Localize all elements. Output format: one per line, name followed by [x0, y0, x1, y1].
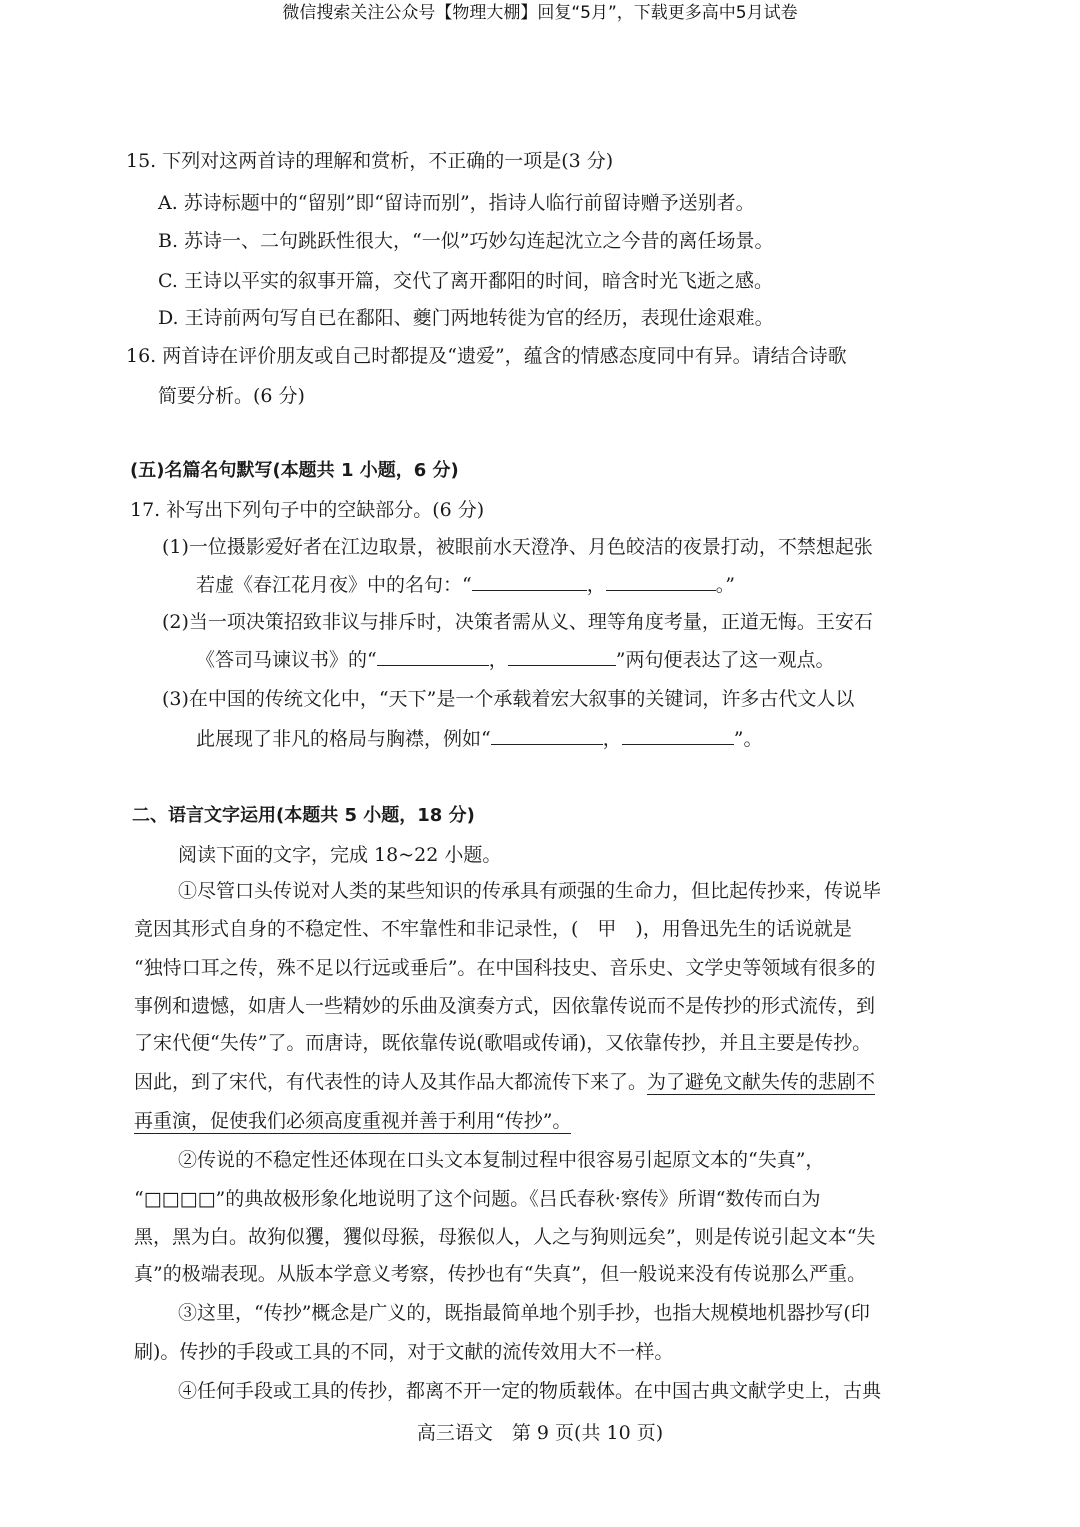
- paragraph-1-line-3: “独恃口耳之传，殊不足以行远或垂后”。在中国科技史、音乐史、文学史等领域有很多的: [134, 957, 876, 979]
- question-15-option-b: B. 苏诗一、二句跳跃性很大，“一似”巧妙勾连起沈立之今昔的离任场景。: [158, 230, 774, 252]
- paragraph-1-line-6: [134, 1069, 875, 1095]
- paragraph-3-line-2: 刷)。传抄的手段或工具的不同，对于文献的流传效用大不一样。: [134, 1341, 674, 1363]
- question-17-part-1-line-1: (1)一位摄影爱好者在江边取景，被眼前水天澄净、月色皎洁的夜景打动，不禁想起张: [162, 536, 873, 558]
- paragraph-2-line-3: 黑，黑为白。故狗似玃，玃似母猴，母猴似人，人之与狗则远矣”，则是传说引起文本“失: [134, 1226, 876, 1248]
- question-17-part-1-prefix: 若虚《春江花月夜》中的名句：“: [196, 574, 472, 596]
- answer-blank-4[interactable]: [508, 647, 616, 666]
- blank-separator: ，: [488, 649, 508, 671]
- paragraph-1-line-4: 事例和遗憾，如唐人一些精妙的乐曲及演奏方式，因依靠传说而不是传抄的形式流传，到: [134, 995, 876, 1017]
- question-17-part-2-suffix: ”两句便表达了这一观点。: [615, 649, 835, 671]
- question-17-stem: 17. 补写出下列句子中的空缺部分。(6 分): [130, 499, 485, 521]
- paragraph-3-line-1: ③这里，“传抄”概念是广义的，既指最简单地个别手抄，也指大规模地机器抄写(印: [178, 1302, 870, 1324]
- paragraph-1-line-7: [134, 1108, 571, 1134]
- paragraph-4-line-1: ④任何手段或工具的传抄，都离不开一定的物质载体。在中国古典文献学史上，古典: [178, 1380, 882, 1402]
- page-footer: 高三语文 第 9 页(共 10 页): [416, 1422, 664, 1444]
- question-17-part-2-line-1: (2)当一项决策招致非议与排斥时，决策者需从义、理等角度考量，正道无悔。王安石: [162, 611, 873, 633]
- paragraph-1-line-6-text: 因此，到了宋代，有代表性的诗人及其作品大都流传下来了。: [134, 1071, 648, 1093]
- underlined-sentence-part-2: 再重演，促使我们必须高度重视并善于利用“传抄”。: [134, 1110, 572, 1132]
- paragraph-1-line-1: ①尽管口头传说对人类的某些知识的传承具有顽强的生命力，但比起传抄来，传说毕: [178, 880, 882, 902]
- underlined-sentence-part-1: 为了避免文献失传的悲剧不: [647, 1071, 876, 1093]
- section-5-heading: (五)名篇名句默写(本题共 1 小题，6 分): [130, 460, 459, 481]
- question-16-line-2: 简要分析。(6 分): [158, 385, 305, 407]
- question-17-part-3-prefix: 此展现了非凡的格局与胸襟，例如“: [196, 728, 491, 750]
- question-15-option-c: C. 王诗以平实的叙事开篇，交代了离开鄱阳的时间，暗含时光飞逝之感。: [158, 270, 773, 292]
- answer-blank-6[interactable]: [622, 726, 734, 745]
- question-16-line-1: 16. 两首诗在评价朋友或自己时都提及“遗爱”，蕴含的情感态度同中有异。请结合诗歌: [126, 345, 847, 367]
- question-17-part-2-prefix: 《答司马谏议书》的“: [196, 649, 377, 671]
- question-17-part-1-suffix: 。”: [715, 574, 735, 596]
- question-15-option-a: A. 苏诗标题中的“留别”即“留诗而别”，指诗人临行前留诗赠予送别者。: [158, 192, 755, 214]
- paragraph-1-line-2: 竟因其形式自身的不稳定性、不牢靠性和非记录性，( 甲 )，用鲁迅先生的话说就是: [134, 918, 852, 940]
- paragraph-2-line-2: “□□□□”的典故极形象化地说明了这个问题。《吕氏春秋·察传》所谓“数传而白为: [134, 1188, 821, 1210]
- promo-banner: 微信搜索关注公众号【物理大棚】回复“5月”，下载更多高中5月试卷: [282, 3, 798, 23]
- blank-separator: ，: [602, 728, 622, 750]
- answer-blank-1[interactable]: [472, 572, 587, 591]
- section-2-heading: 二、语言文字运用(本题共 5 小题，18 分): [132, 805, 475, 826]
- answer-blank-5[interactable]: [491, 726, 603, 745]
- question-17-part-3-suffix: ”。: [733, 728, 763, 750]
- answer-blank-2[interactable]: [606, 572, 716, 591]
- paragraph-2-line-1: ②传说的不稳定性还体现在口头文本复制过程中很容易引起原文本的“失真”，: [178, 1149, 825, 1171]
- reading-instruction: 阅读下面的文字，完成 18~22 小题。: [178, 844, 502, 866]
- question-17-part-2-line-2: [196, 647, 834, 673]
- question-17-part-3-line-1: (3)在中国的传统文化中，“天下”是一个承载着宏大叙事的关键词，许多古代文人以: [162, 688, 855, 710]
- question-17-part-3-line-2: [196, 726, 762, 752]
- answer-blank-3[interactable]: [377, 647, 489, 666]
- question-15-option-d: D. 王诗前两句写自已在鄱阳、夔门两地转徙为官的经历，表现仕途艰难。: [158, 307, 774, 329]
- paragraph-2-line-4: 真”的极端表现。从版本学意义考察，传抄也有“失真”，但一般说来没有传说那么严重。: [134, 1263, 867, 1285]
- question-15-stem: 15. 下列对这两首诗的理解和赏析，不正确的一项是(3 分): [126, 150, 614, 172]
- paragraph-1-line-5: 了宋代便“失传”了。而唐诗，既依靠传说(歌唱或传诵)，又依靠传抄，并且主要是传抄。: [134, 1032, 872, 1054]
- question-17-part-1-line-2: [196, 572, 735, 598]
- blank-separator: ，: [586, 574, 606, 596]
